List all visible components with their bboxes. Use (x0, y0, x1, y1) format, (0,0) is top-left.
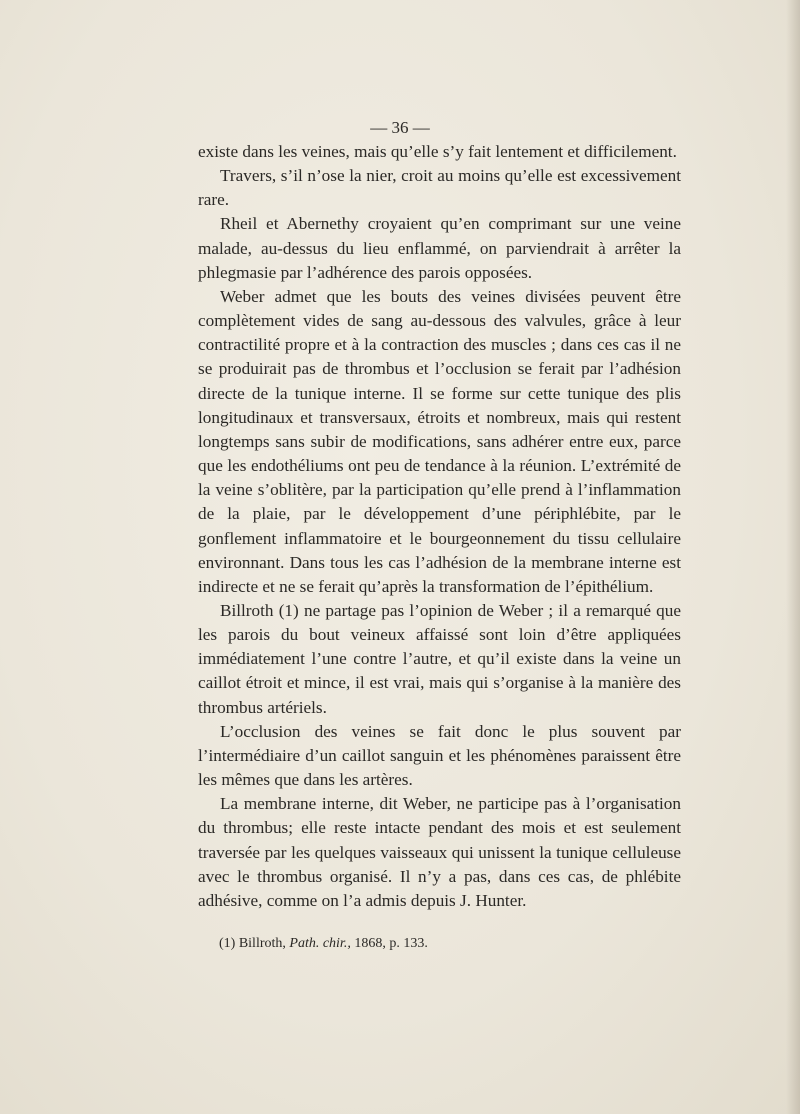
paragraph-list (198, 140, 681, 913)
footnote-author: Billroth, (238, 936, 286, 951)
footnote (219, 936, 428, 952)
paragraph-6: L’occlusion des veines se fait donc le plus souvent par l’intermédiaire d’un caillot sanguin et les phénomènes paraissent être les mêmes que dans les artères. (198, 721, 681, 790)
body-text (198, 118, 681, 913)
page-number: — 36 — (370, 118, 430, 137)
paragraph-1: existe dans les veines, mais qu’elle s’y fait lentement et difficilement. (198, 142, 677, 161)
paragraph-7: La membrane interne, dit Weber, ne participe pas à l’organisation du thrombus; elle reste intacte pendant des mois et est seulement traversée par les quelques vaisseaux qui unissent la tunique celluleuse avec le thrombus organisé. Il n’y a pas, dans ces cas, de phlébite adhésive, comme on l’a admis depuis J. Hunter. (198, 794, 681, 910)
paragraph-2: Travers, s’il n’ose la nier, croit au moins qu’elle est excessivement rare. (198, 166, 681, 210)
footnote-marker: (1) (219, 936, 236, 951)
page-edge-shadow (786, 0, 800, 1114)
paragraph-5: Billroth (1) ne partage pas l’opinion de Weber ; il a remarqué que les parois du bout veineux affaissé sont loin d’être appliquées immédiatement l’une contre l’autre, et qu’il existe dans la veine un caillot étroit et mince, il est vrai, mais qui s’organise à la manière des thrombus artériels. (198, 600, 681, 717)
footnote-title: Path. chir., (289, 936, 351, 951)
paragraph-4: Weber admet que les bouts des veines divisées peuvent être complètement vides de sang au-dessous des valvules, grâce à leur contractilité propre et à la contraction des muscles ; dans ces cas il ne se produirait pas de thrombus et l’occlusion se ferait par l’adhésion directe de la tunique interne. Il se forme sur cette tunique des plis longitudinaux et transversaux, étroits et nombreux, mais qui restent longtemps sans subir de modifications, sans adhérer entre eux, parce que les endothéliums ont peu de tendance à la réunion. L’extrémité de la veine s’oblitère, par la participation qu’elle prend à l’inflammation de la plaie, par le développement d’une périphlébite, par le gonflement inflammatoire et le bourgeonnement du tissu cellulaire environnant. Dans tous les cas l’adhésion de la membrane interne est indirecte et ne se ferait qu’après la transformation de l’épithélium. (198, 286, 681, 596)
paragraph-3: Rheil et Abernethy croyaient qu’en comprimant sur une veine malade, au-dessus du lieu enflammé, on parviendrait à arrêter la phlegmasie par l’adhérence des parois opposées. (198, 214, 681, 282)
footnote-details: 1868, p. 133. (354, 936, 428, 951)
